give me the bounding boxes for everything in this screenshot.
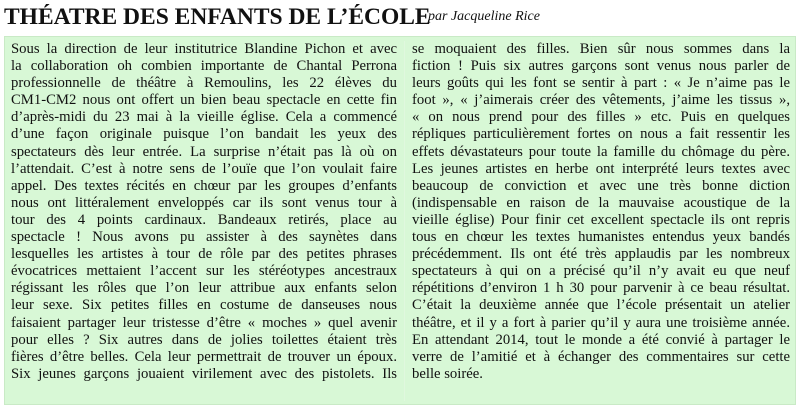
text-line: l’attendait. C’est à notre sens de l’ouïe que l’on voulait faire xyxy=(11,160,397,177)
text-line: pour elles ? Six autres dans de jolies toilettes étaient très xyxy=(11,331,397,348)
text-line: nous ont littéralement enveloppés car ils sont venus tour à xyxy=(11,194,397,211)
text-line: vieille église) Pour finir cet excellent spectacle ils ont repris xyxy=(412,211,790,228)
text-line: d’une façon originale puisque l’on bandait les yeux des xyxy=(11,126,397,143)
text-line: Six jeunes garçons jouaient virilement avec des pistolets. Ils xyxy=(11,365,397,382)
text-line: leurs goûts qui les font se sentir à part : « Je n’aime pas le xyxy=(412,75,790,92)
text-line: effets dévastateurs pour toute la famille du chômage du père. xyxy=(412,143,790,160)
text-line: spectateurs dès leur entrée. La surprise n’était pas là où on xyxy=(11,143,397,160)
text-line: d’après-midi du 23 mai à la vieille église. Cela a commencé xyxy=(11,109,397,126)
text-line: lesquelles les artistes à tour de rôle par des petites phrases xyxy=(11,246,397,263)
text-line: Les jeunes artistes en herbe ont interprété leurs textes avec xyxy=(412,160,790,177)
text-line: fières d’être belles. Cela leur permettrait de trouver un époux. xyxy=(11,348,397,365)
text-line: En attendant 2014, tout le monde a été convié à partager le xyxy=(412,331,790,348)
text-line: précédemment. Ils ont été très applaudis par les nombreux xyxy=(412,246,790,263)
text-line: se moquaient des filles. Bien sûr nous sommes dans la xyxy=(412,41,790,57)
text-line: C’était la deuxième année que l’école présentait un atelier xyxy=(412,297,790,314)
text-line: appel. Des textes récités en chœur par les groupes d’enfants xyxy=(11,177,397,194)
text-line: CM1-CM2 nous ont offert un bien beau spectacle en cette fin xyxy=(11,92,397,109)
text-line: régissant les rôles que l’on leur attribue aux enfants selon xyxy=(11,280,397,297)
text-line: évocatrices mettaient l’accent sur les stéréotypes ancestraux xyxy=(11,263,397,280)
text-line: faisaient partager leur tristesse d’être « moches » quel avenir xyxy=(11,314,397,331)
text-line: théâtre, et il y a fort à parier qu’il y aura une troisième année. xyxy=(412,314,790,331)
article-header xyxy=(4,0,796,34)
article-byline: par Jacqueline Rice xyxy=(428,9,540,24)
text-line: répliques particulièrement fortes on nous a fait ressentir les xyxy=(412,126,790,143)
text-line: beaucoup de conviction et avec une très bonne diction xyxy=(412,177,790,194)
text-line: (indispensable en raison de la mauvaise acoustique de la xyxy=(412,194,790,211)
text-line: spectacle ! Nous avons pu assister à des saynètes dans xyxy=(11,229,397,246)
text-line: tous en chœur les textes humanistes entendus yeux bandés xyxy=(412,229,790,246)
text-line: spectateurs à qui on a précisé qu’il n’y avait eu que neuf xyxy=(412,263,790,280)
article-column-right xyxy=(412,41,790,383)
column-divider xyxy=(404,41,405,401)
text-line: leur sexe. Six petites filles en costume de danseuses nous xyxy=(11,297,397,314)
text-line: répétitions d’environ 1 h 30 pour parvenir à ce beau résultat. xyxy=(412,280,790,297)
text-line: fiction ! Puis six autres garçons sont venus nous parler de xyxy=(412,58,790,75)
article-title: THÉATRE DES ENFANTS DE L’ÉCOLE xyxy=(4,4,431,30)
text-line: verre de l’amitié et à échanger des commentaires sur cette xyxy=(412,348,790,365)
article-body xyxy=(4,36,796,405)
text-line: foot », « j’aimerais créer des vêtements, j’aime les tissus », xyxy=(412,92,790,109)
text-line: belle soirée. xyxy=(412,365,483,382)
text-line: « on nous prend pour des filles » etc. Puis en quelques xyxy=(412,109,790,126)
text-line: Sous la direction de leur institutrice Blandine Pichon et avec xyxy=(11,41,397,57)
text-line: la collaboration oh combien importante de Chantal Perrona xyxy=(11,58,397,75)
text-line: professionnelle de théâtre à Remoulins, les 22 élèves du xyxy=(11,75,397,92)
text-line: tour des 4 points cardinaux. Bandeaux retirés, place au xyxy=(11,211,397,228)
article-column-left xyxy=(11,41,397,383)
